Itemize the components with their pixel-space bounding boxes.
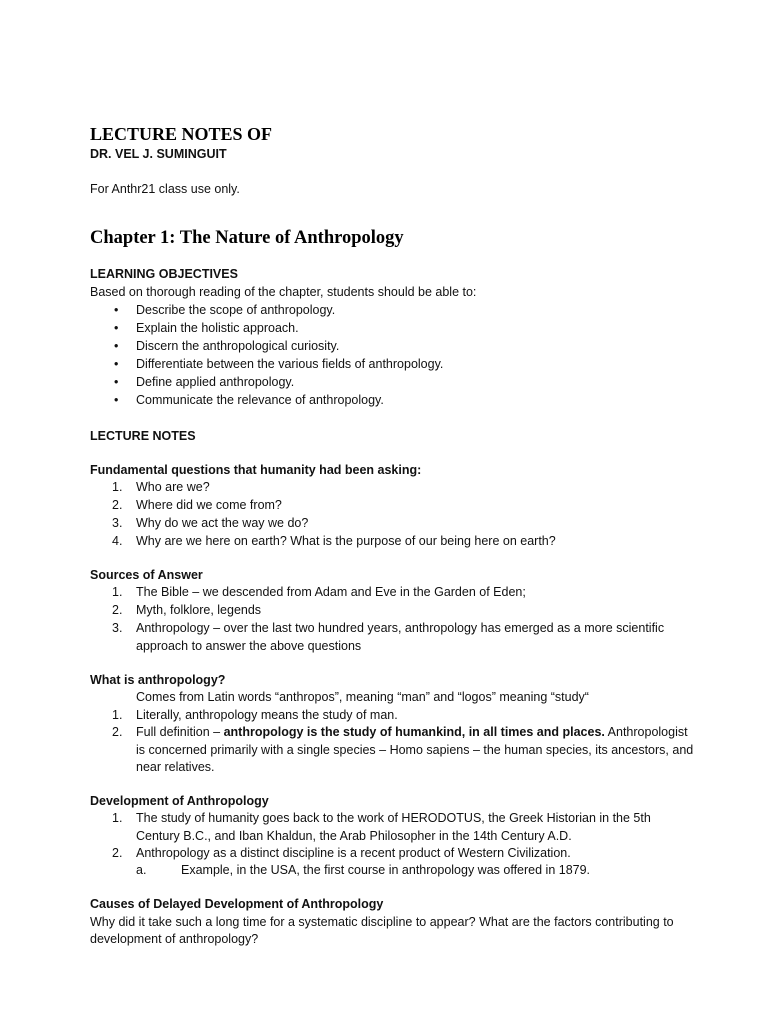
chapter-title: Chapter 1: The Nature of Anthropology [90, 228, 404, 248]
bullet-icon: • [114, 393, 119, 407]
learning-objectives-intro: Based on thorough reading of the chapter, students should be able to: [90, 285, 477, 299]
usage-note: For Anthr21 class use only. [90, 182, 240, 196]
bullet-icon: • [114, 321, 119, 335]
development-heading: Development of Anthropology [90, 794, 269, 808]
definition-paragraph: Full definition – anthropology is the study of humankind, in all times and places. Anthropologist is concerned primarily with a single species – Homo sapiens – the human species, its ancestors, and near relatives. [136, 725, 694, 775]
bullet-icon: • [114, 303, 119, 317]
bullet-icon: • [114, 375, 119, 389]
fundamental-questions-heading: Fundamental questions that humanity had been asking: [90, 463, 422, 477]
lecture-notes-heading: LECTURE NOTES [90, 429, 196, 443]
causes-paragraph: Why did it take such a long time for a systematic discipline to appear? What are the factors contributing to development of anthropology? [90, 915, 674, 946]
sources-heading: Sources of Answer [90, 568, 203, 582]
list-item-text: Anthropology – over the last two hundred years, anthropology has emerged as a more scientific approach to answer the above questions [136, 621, 665, 653]
bullet-icon: • [114, 339, 119, 353]
bullet-icon: • [114, 357, 119, 371]
list-item-text: The study of humanity goes back to the work of HERODOTUS, the Greek Historian in the 5th Century B.C., and Iban Khaldun, the Arab Philosopher in the 14th Century A.D. [136, 811, 651, 843]
what-is-heading: What is anthropology? [90, 673, 226, 687]
etymology-line: Comes from Latin words “anthropos”, meaning “man” and “logos” meaning “study“ [136, 690, 589, 704]
doc-title: LECTURE NOTES OF [90, 124, 273, 144]
causes-heading: Causes of Delayed Development of Anthropology [90, 897, 384, 911]
learning-objectives-heading: LEARNING OBJECTIVES [90, 267, 238, 281]
document-page: LECTURE NOTES OF DR. VEL J. SUMINGUIT For Anthr21 class use only. Chapter 1: The Nature of Anthropology LEARNING OBJECTIVES Based on thorough reading of the chapter, students should be able to: • Describe the scope of anthropology. • Explain the holistic approach. • Discern the anthropological curiosity. • Differentiate between the various fields of anthropology. • Define applied anthropology. • Communicate the relevance of anthropology. LECTURE NOTES Fundamental questions that humanity had been asking: 1. Who are we? 2. Where did we come from? 3. Why do we act the way we do? 4. Why are we here on earth? What is the purpose of our being here on earth? Sources of Answer 1. The Bible – we descended from Adam and Eve in the Garden of Eden; 2. Myth, folklore, legends 3. Anthropology – over the last two hundred years, anthropology has emerged as a more scientific approach to answer the above questions What is anthropology? Comes from Latin words “anthropos”, meaning “man” and “logos” meaning “study“ 1. Literally, anthropology means the study of man. 2. Full definition – anthropology is the study of humankind, in all times and places. Anthropologist is concerned primarily with a single species – Homo sapiens – the human species, its ancestors, and near relatives. Development of Anthropology 1. The study of humanity goes back to the work of HERODOTUS, the Greek Historian in the 5th Century B.C., and Iban Khaldun, the Arab Philosopher in the 14th Century A.D. 2. Anthropology as a distinct discipline is a recent product of Western Civilization. a. Example, in the USA, the first course in anthropology was offered in 1879. Causes of Delayed Development of Anthropology Why did it take such a long time for a systematic discipline to appear? What are the factors contributing to development of anthropology? [0, 0, 768, 1024]
author-line: DR. VEL J. SUMINGUIT [90, 147, 227, 161]
